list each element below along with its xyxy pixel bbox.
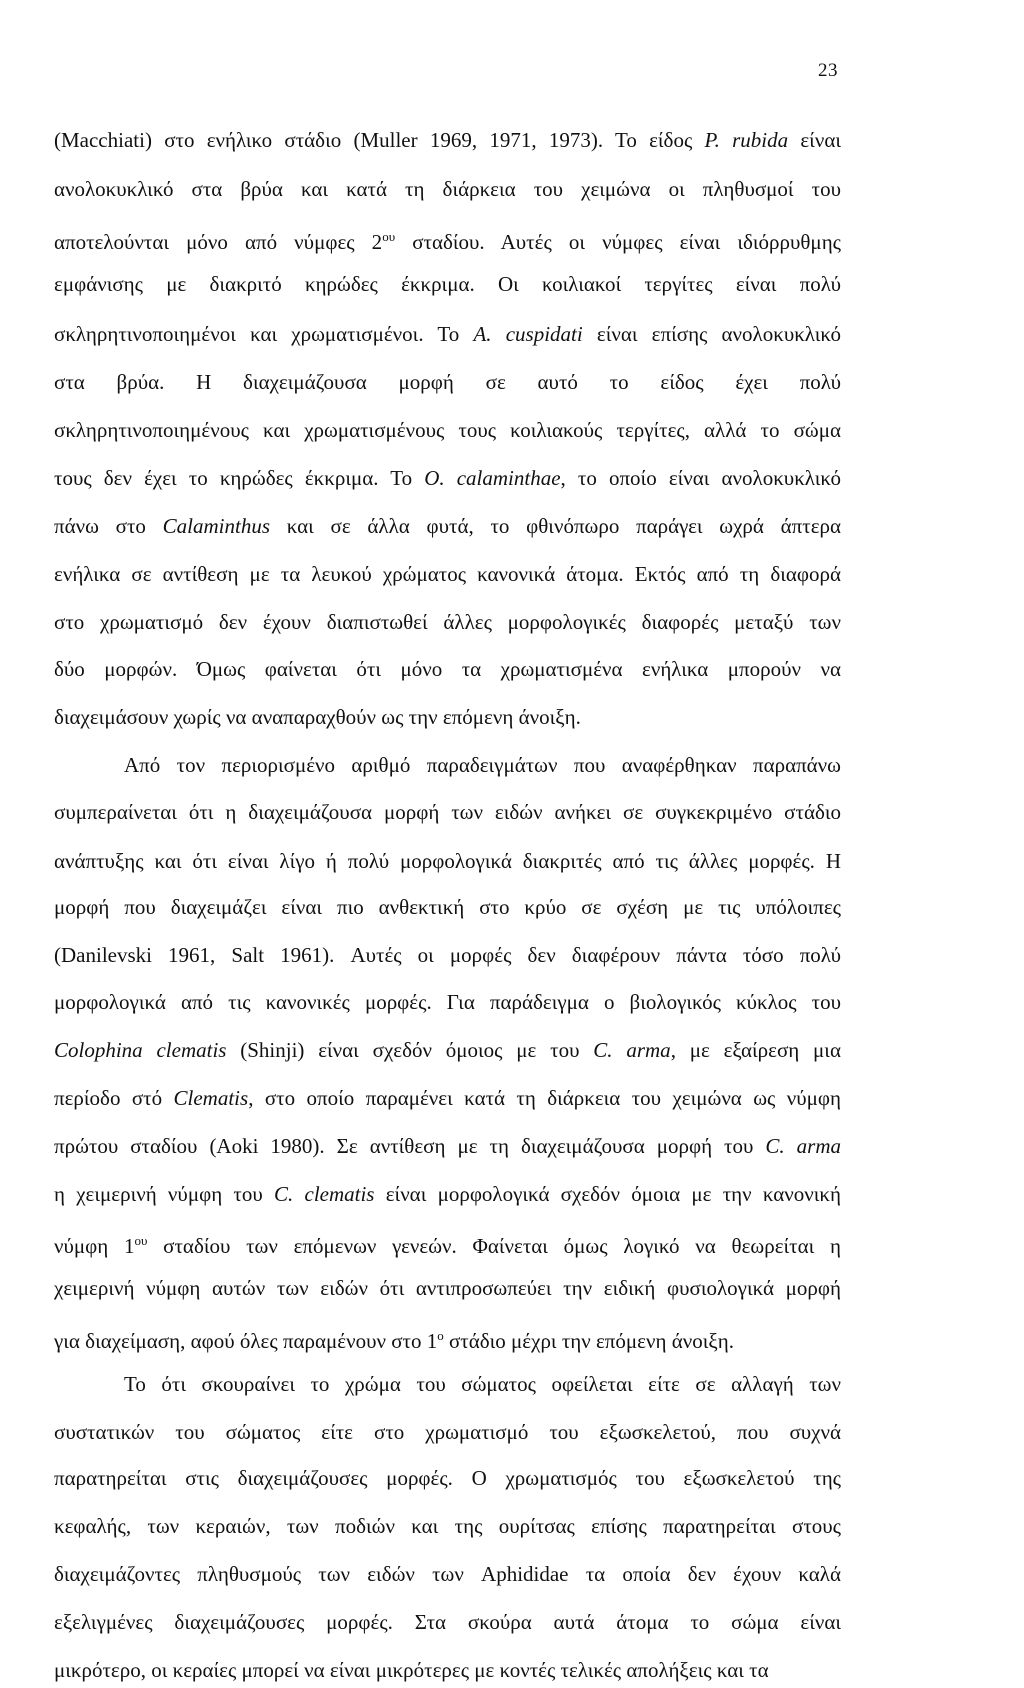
text-segment: για διαχείμαση, αφού όλες παραμένουν στο 1 — [54, 1329, 438, 1353]
text-segment: συστατικών του σώματος είτε στο χρωματισμό του εξωσκελετού, που συχνά — [54, 1420, 841, 1444]
text-segment: κεφαλής, των κεραιών, των ποδιών και της ουρίτσας επίσης παρατηρείται στους — [54, 1514, 841, 1538]
italic-taxon: C. clematis — [274, 1182, 375, 1206]
superscript: ου — [382, 229, 396, 244]
text-segment: στο χρωματισμό δεν έχουν διαπιστωθεί άλλες μορφολογικές διαφορές μεταξύ των — [54, 610, 841, 634]
text-segment: σκληρητινοποιημένοι και χρωματισμένοι. Το — [54, 322, 474, 346]
text-segment: μικρότερο, οι κεραίες μπορεί να είναι μικρότερες με κοντές τελικές απολήξεις και τα — [54, 1658, 769, 1682]
text-segment: , στο οποίο παραμένει κατά τη διάρκεια του χειμώνα ως νύμφη — [248, 1086, 841, 1110]
text-line — [54, 1176, 841, 1212]
text-line — [54, 1128, 841, 1164]
text-line — [54, 412, 841, 448]
text-segment: σταδίου. Αυτές οι νύμφες είναι ιδιόρρυθμης — [395, 230, 841, 254]
text-line — [54, 843, 841, 879]
text-segment: διαχειμάζοντες πληθυσμούς των ειδών των Aphididae τα οποία δεν έχουν καλά — [54, 1562, 841, 1586]
text-segment: δύο μορφών. Όμως φαίνεται ότι μόνο τα χρωματισμένα ενήλικα μπορούν να — [54, 657, 841, 681]
text-segment: μορφολογικά από τις κανονικές μορφές. Για παράδειγμα ο βιολογικός κύκλος του — [54, 990, 841, 1014]
italic-taxon: C. arma — [765, 1134, 841, 1158]
text-line — [54, 604, 841, 640]
italic-taxon: O. calaminthae — [424, 466, 561, 490]
text-segment: χειμερινή νύμφη αυτών των ειδών ότι αντιπροσωπεύει την ειδική φυσιολογικά μορφή — [54, 1276, 841, 1300]
text-segment: (Danilevski 1961, Salt 1961). Αυτές οι μορφές δεν διαφέρουν πάντα τόσο πολύ — [54, 943, 841, 967]
text-segment: , το οποίο είναι ανολοκυκλικό — [560, 466, 841, 490]
text-line — [54, 1604, 841, 1640]
text-line — [54, 460, 841, 496]
text-line — [54, 1223, 841, 1259]
text-segment: η χειμερινή νύμφη του — [54, 1182, 274, 1206]
text-line — [54, 364, 841, 400]
text-line — [54, 1508, 841, 1544]
text-segment: και σε άλλα φυτά, το φθινόπωρο παράγει ωχρά άπτερα — [270, 514, 841, 538]
italic-taxon: P. rubida — [704, 128, 789, 152]
text-segment: εξελιγμένες διαχειμάζουσες μορφές. Στα σκούρα αυτά άτομα το σώμα είναι — [54, 1610, 841, 1634]
text-line — [54, 1460, 841, 1496]
text-segment: παρατηρείται στις διαχειμάζουσες μορφές. Ο χρωματισμός του εξωσκελετού της — [54, 1466, 841, 1490]
text-line — [54, 219, 841, 255]
text-segment: ενήλικα σε αντίθεση με τα λευκού χρώματος κανονικά άτομα. Εκτός από τη διαφορά — [54, 562, 841, 586]
text-line — [54, 889, 841, 925]
text-segment: στάδιο μέχρι την επόμενη άνοιξη. — [443, 1329, 734, 1353]
text-line — [124, 1366, 841, 1402]
italic-taxon: Calaminthus — [162, 514, 271, 538]
superscript: ο — [437, 1328, 444, 1343]
italic-taxon: Clematis — [173, 1086, 249, 1110]
text-line — [54, 1414, 841, 1450]
text-segment: , με εξαίρεση μια — [670, 1038, 841, 1062]
text-segment: πάνω στο — [54, 514, 163, 538]
text-segment: τους δεν έχει το κηρώδες έκκριμα. Το — [54, 466, 425, 490]
text-segment: (Shinji) είναι σχεδόν όμοιος με του — [226, 1038, 594, 1062]
italic-taxon: C. arma — [593, 1038, 671, 1062]
text-line — [54, 316, 841, 352]
text-segment: είναι μορφολογικά σχεδόν όμοια με την κανονική — [374, 1182, 841, 1206]
text-line — [54, 984, 841, 1020]
text-line — [54, 508, 841, 544]
text-line — [54, 556, 841, 592]
italic-taxon: Colophina clematis — [54, 1038, 227, 1062]
text-segment: Το ότι σκουραίνει το χρώμα του σώματος οφείλεται είτε σε αλλαγή των — [124, 1372, 841, 1396]
text-segment: σταδίου των επόμενων γενεών. Φαίνεται όμως λογικό να θεωρείται η — [147, 1234, 841, 1258]
italic-taxon: A. cuspidati — [473, 322, 583, 346]
text-segment: ανολοκυκλικό στα βρύα και κατά τη διάρκεια του χειμώνα οι πληθυσμοί του — [54, 177, 841, 201]
page-number: 23 — [818, 60, 838, 81]
text-line — [54, 266, 841, 302]
text-segment: ανάπτυξης και ότι είναι λίγο ή πολύ μορφολογικά διακριτές από τις άλλες μορφές. Η — [54, 849, 841, 873]
text-line — [54, 1080, 841, 1116]
text-segment: διαχειμάσουν χωρίς να αναπαραχθούν ως την επόμενη άνοιξη. — [54, 705, 581, 729]
text-line — [54, 1318, 841, 1354]
text-line — [54, 1032, 841, 1068]
text-segment: πρώτου σταδίου (Aoki 1980). Σε αντίθεση με τη διαχειμάζουσα μορφή του — [54, 1134, 766, 1158]
text-line — [54, 794, 841, 830]
text-segment: σκληρητινοποιημένους και χρωματισμένους τους κοιλιακούς τεργίτες, αλλά το σώμα — [54, 418, 841, 442]
text-segment: περίοδο στό — [54, 1086, 174, 1110]
text-line — [54, 651, 841, 687]
text-line — [54, 937, 841, 973]
text-segment: στα βρύα. Η διαχειμάζουσα μορφή σε αυτό το είδος έχει πολύ — [54, 370, 841, 394]
text-line — [54, 1652, 841, 1688]
text-segment: μορφή που διαχειμάζει είναι πιο ανθεκτική στο κρύο σε σχέση με τις υπόλοιπες — [54, 895, 841, 919]
superscript: ου — [134, 1233, 148, 1248]
text-segment: συμπεραίνεται ότι η διαχειμάζουσα μορφή των ειδών ανήκει σε συγκεκριμένο στάδιο — [54, 800, 841, 824]
text-segment: Από τον περιορισμένο αριθμό παραδειγμάτων που αναφέρθηκαν παραπάνω — [124, 753, 841, 777]
text-line — [54, 699, 841, 735]
text-line — [54, 1556, 841, 1592]
text-segment: είναι — [788, 128, 841, 152]
text-line — [124, 747, 841, 783]
text-line — [54, 1270, 841, 1306]
text-segment: (Macchiati) στο ενήλικο στάδιο (Muller 1969, 1971, 1973). Το είδος — [54, 128, 705, 152]
text-segment: αποτελούνται μόνο από νύμφες 2 — [54, 230, 383, 254]
text-segment: εμφάνισης με διακριτό κηρώδες έκκριμα. Οι κοιλιακοί τεργίτες είναι πολύ — [54, 272, 841, 296]
text-line — [54, 122, 841, 158]
text-segment: είναι επίσης ανολοκυκλικό — [582, 322, 841, 346]
text-segment: νύμφη 1 — [54, 1234, 135, 1258]
text-line — [54, 171, 841, 207]
